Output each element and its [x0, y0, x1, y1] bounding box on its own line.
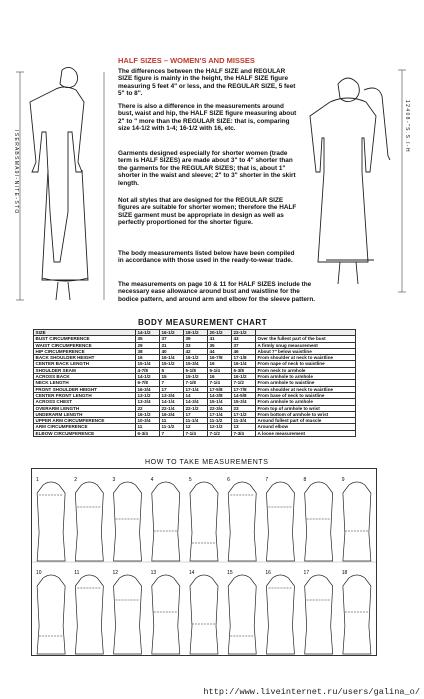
right-figure-label: 1 2 4 0 8 - " S . S . I - H	[404, 100, 410, 152]
table-cell: 7-1/8	[184, 380, 208, 386]
measurement-diagram	[304, 570, 333, 654]
table-cell: 16	[208, 374, 232, 380]
table-cell: 7-1/2	[208, 430, 232, 436]
chart-title: BODY MEASUREMENT CHART	[138, 318, 268, 327]
table-cell: 15-1/2	[160, 361, 184, 367]
table-cell: HIP CIRCUMFERENCE	[34, 348, 136, 354]
table-row	[34, 361, 356, 367]
table-cell: 10-3/4	[136, 418, 160, 424]
table-cell: 14-1/2	[136, 330, 160, 336]
diagram-number: 1	[36, 477, 39, 483]
table-cell: 16-1/2	[136, 411, 160, 417]
table-cell: 20-1/2	[208, 330, 232, 336]
table-cell: 11-1/2	[208, 418, 232, 424]
table-cell: From armhole to armhole	[256, 399, 356, 405]
table-cell: From shoulder at neck to waistline	[256, 386, 356, 392]
table-cell: 44	[208, 348, 232, 354]
table-cell: 11-1/2	[160, 424, 184, 430]
table-cell: From base of neck to waistline	[256, 392, 356, 398]
table-cell: 17-7/8	[232, 386, 256, 392]
table-cell: 17-1/4	[208, 411, 232, 417]
measurement-diagram	[189, 570, 218, 654]
table-cell: ELBOW CIRCUMFERENCE	[34, 430, 136, 436]
table-cell: 13-3/4	[136, 399, 160, 405]
diagram-number: 16	[265, 570, 271, 576]
table-cell: 7-3/4	[232, 430, 256, 436]
table-cell: 17	[184, 411, 208, 417]
how-to-panel	[31, 468, 377, 656]
table-cell: 43	[232, 336, 256, 342]
table-cell: 37	[160, 336, 184, 342]
diagram-number: 12	[112, 570, 119, 576]
table-cell: From shoulder at neck to waistline	[256, 355, 356, 361]
table-row	[34, 355, 356, 361]
page-title: HALF SIZES – WOMEN'S AND MISSES	[118, 56, 255, 65]
table-cell: SHOULDER SEAM	[34, 367, 136, 373]
diagram-number: 15	[227, 570, 233, 576]
diagram-number: 17	[303, 570, 310, 576]
diagram-number: 9	[341, 477, 345, 483]
table-cell: 16-1/2	[160, 330, 184, 336]
table-cell: 42	[184, 348, 208, 354]
table-cell: From nape of neck to waistline	[256, 361, 356, 367]
table-cell: 31	[160, 342, 184, 348]
table-cell: 17-5/8	[208, 386, 232, 392]
table-cell: BUST CIRCUMFERENCE	[34, 336, 136, 342]
measurement-diagram	[265, 570, 294, 654]
diagram-number: 2	[74, 477, 78, 483]
table-cell: 16-1/4	[232, 361, 256, 367]
table-cell: 16	[208, 361, 232, 367]
table-cell: 15-3/4	[232, 399, 256, 405]
paragraph-2: There is also a difference in the measurements around bust, waist and hip, the HALF SIZE figure measuring about 2" to " more than the REGULAR SIZE: that is, comparing size 14-1/2 with 1-4; 16-1/2 with 16, etc.	[118, 103, 297, 133]
body-measurement-table	[33, 329, 356, 437]
table-cell: WAIST CIRCUMFERENCE	[34, 342, 136, 348]
table-cell: A firmly snug measurement	[256, 342, 356, 348]
table-cell: SIZE	[34, 330, 136, 336]
measurement-diagram	[36, 477, 65, 561]
table-cell: From bottom of armhole to wrist	[256, 411, 356, 417]
table-cell: 14-3/4	[184, 399, 208, 405]
left-figure-illustration	[14, 60, 114, 310]
paragraph-1: The differences between the HALF SIZE and REGULAR SIZE figure is mainly in the height, the HALF SIZE figure measuring 5 feet 4" or less, and the REGULAR SIZE, 5 feet 5" to 8".	[118, 68, 296, 98]
table-cell: 7	[160, 380, 184, 386]
table-cell: 16	[136, 355, 160, 361]
table-cell: 16-1/2	[184, 355, 208, 361]
table-cell: BACK SHOULDER HEIGHT	[34, 355, 136, 361]
table-cell: OVERARM LENGTH	[34, 405, 136, 411]
table-cell: 12	[184, 424, 208, 430]
watermark-url: http://www.liveinternet.ru/users/galina_o/	[203, 687, 420, 697]
table-cell: 16-1/4	[160, 355, 184, 361]
table-cell: 7-1/4	[184, 430, 208, 436]
table-cell: 14-5/8	[232, 392, 256, 398]
paragraph-5: The body measurements listed below have been compiled in accordance with those used in the ready-to-wear trade.	[118, 250, 295, 265]
table-cell: 13-3/4	[160, 392, 184, 398]
table-cell: Over the fullest part of the bust	[256, 336, 356, 342]
table-row	[34, 418, 356, 424]
paragraph-4: Not all styles that are designed for the REGULAR SIZE figures are suitable for shorter women; therefore the HALF SIZE garment must be appropriate in design as well as perfectly proportioned for the shorter figure.	[118, 197, 297, 227]
table-cell: ARM CIRCUMFERENCE	[34, 424, 136, 430]
table-cell: 11-3/4	[232, 418, 256, 424]
table-cell: 11	[136, 424, 160, 430]
table-cell: 18-1/2	[184, 330, 208, 336]
table-cell: 17	[160, 386, 184, 392]
table-cell: 17-1/8	[232, 355, 256, 361]
table-cell: 5	[160, 367, 184, 373]
table-cell: CENTER FRONT LENGTH	[34, 392, 136, 398]
table-cell: 41	[208, 336, 232, 342]
table-cell: From neck to armhole	[256, 367, 356, 373]
table-cell: 22	[136, 405, 160, 411]
paragraph-3: Garments designed especially for shorter women (trade term is HALF SIZES) are made about 3" to 4" shorter than the garments for the REGULAR SIZES; that is, about 1" shorter in the waist and sleeve; 2" to 3" shorter in the skirt length.	[118, 150, 296, 187]
paragraph-6: The measurements on page 10 & 11 for HALF SIZES include the necessary ease allowance around bust and waistline for the bodice pattern, and around arm and elbow for the sleeve pattern.	[118, 281, 316, 303]
diagram-number: 13	[150, 570, 157, 576]
measurement-diagram	[227, 570, 256, 654]
table-cell: 4-7/8	[136, 367, 160, 373]
table-cell: 16-3/4	[160, 411, 184, 417]
table-cell: 40	[160, 348, 184, 354]
measurement-diagram	[265, 477, 294, 561]
table-cell: 15-1/2	[184, 374, 208, 380]
table-cell: A loose measurement	[256, 430, 356, 436]
diagram-number: 7	[265, 477, 269, 483]
table-cell: 46	[232, 348, 256, 354]
diagram-number: 14	[188, 570, 195, 576]
diagram-number: 5	[188, 477, 192, 483]
diagram-number: 18	[341, 570, 348, 576]
table-cell: 15	[160, 374, 184, 380]
table-cell: 39	[184, 336, 208, 342]
measurement-diagram	[227, 477, 256, 561]
measurement-diagram	[112, 477, 141, 561]
table-cell: CENTER BACK LENGTH	[34, 361, 136, 367]
table-cell: Around elbow	[256, 424, 356, 430]
left-figure-label: I S E R A B S M A 9 I - N I T E - S T O	[13, 130, 19, 214]
measurement-diagram	[36, 570, 65, 654]
measurement-diagram	[189, 477, 218, 561]
measurement-diagram	[304, 477, 333, 561]
table-cell: 11-1/4	[184, 418, 208, 424]
measurement-diagram	[74, 570, 103, 654]
table-cell: 38	[136, 348, 160, 354]
table-cell: 16-3/4	[136, 386, 160, 392]
table-cell: 11	[160, 418, 184, 424]
table-cell: 22-1/2	[184, 405, 208, 411]
diagram-number: 4	[150, 477, 154, 483]
measurement-diagram	[112, 570, 141, 654]
table-cell: 16-7/8	[208, 355, 232, 361]
table-cell: 5-1/8	[184, 367, 208, 373]
table-cell: 7-1/2	[232, 380, 256, 386]
table-cell: ACROSS CHEST	[34, 399, 136, 405]
table-cell: FRONT SHOULDER HEIGHT	[34, 386, 136, 392]
diagram-number: 8	[303, 477, 307, 483]
table-cell: 15-3/4	[184, 361, 208, 367]
diagram-number: 11	[74, 570, 80, 576]
table-cell: UNDERARM LENGTH	[34, 411, 136, 417]
table-cell: 13-1/2	[136, 392, 160, 398]
table-cell: 35	[136, 336, 160, 342]
table-cell: 6-3/4	[136, 430, 160, 436]
table-cell: ACROSS BACK	[34, 374, 136, 380]
table-cell: 22-1/2	[232, 330, 256, 336]
table-cell: 7-1/4	[208, 380, 232, 386]
measurement-diagrams	[32, 469, 376, 655]
table-cell: 14-3/8	[208, 392, 232, 398]
measurement-diagram	[342, 570, 371, 654]
table-cell: 12-1/2	[208, 424, 232, 430]
table-cell: 5-1/4	[208, 367, 232, 373]
table-cell: 5-3/8	[232, 367, 256, 373]
table-cell: 23	[232, 405, 256, 411]
table-cell: 14-1/4	[160, 399, 184, 405]
table-cell: 33	[184, 342, 208, 348]
table-cell: 17-1/4	[184, 386, 208, 392]
table-row	[34, 386, 356, 392]
diagram-number: 6	[227, 477, 230, 483]
table-cell: 17-1/2	[232, 411, 256, 417]
table-row	[34, 430, 356, 436]
table-cell: From armhole to armhole	[256, 374, 356, 380]
diagram-number: 3	[112, 477, 116, 483]
table-cell: 15-1/4	[208, 399, 232, 405]
table-cell: 7	[160, 430, 184, 436]
table-cell: 15-1/4	[136, 361, 160, 367]
measurement-diagram	[74, 477, 103, 561]
table-cell: 13	[232, 424, 256, 430]
table-cell: From top of armhole to wrist	[256, 405, 356, 411]
table-cell: 14	[184, 392, 208, 398]
measurement-diagram	[151, 477, 180, 561]
table-cell: From armhole to waistline	[256, 380, 356, 386]
table-cell: NECK LENGTH	[34, 380, 136, 386]
measurement-diagram	[151, 570, 180, 654]
table-cell: 29	[136, 342, 160, 348]
how-to-title: HOW TO TAKE MEASUREMENTS	[145, 459, 269, 466]
table-cell: 35	[208, 342, 232, 348]
table-cell: 22-1/4	[160, 405, 184, 411]
table-cell: UPPER ARM CIRCUMFERENCE	[34, 418, 136, 424]
table-cell: 14-1/2	[136, 374, 160, 380]
table-cell: Around fullest part of muscle	[256, 418, 356, 424]
table-cell: 37	[232, 342, 256, 348]
right-figure-illustration	[300, 60, 410, 310]
diagram-number: 10	[36, 570, 42, 576]
measurement-diagram	[342, 477, 371, 561]
table-cell: About 7" below waistline	[256, 348, 356, 354]
table-cell: 16-1/2	[232, 374, 256, 380]
table-cell: 6-7/8	[136, 380, 160, 386]
table-cell: 22-3/4	[208, 405, 232, 411]
